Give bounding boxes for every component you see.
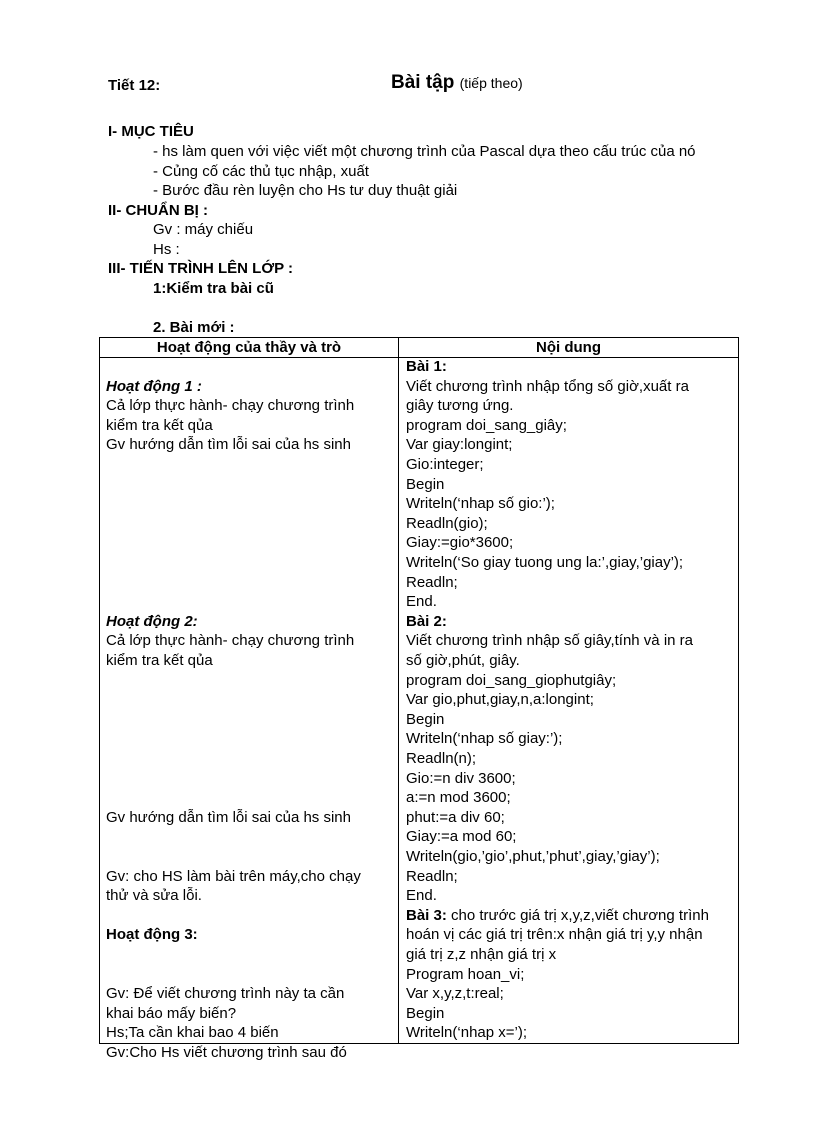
activity-line: Gv:Cho Hs viết chương trình sau đó [106, 1044, 347, 1061]
objectives-heading: I- MỤC TIÊU [108, 123, 194, 140]
activity-line: Cả lớp thực hành- chạy chương trình [106, 632, 355, 650]
content-line: Readln(n); [406, 750, 477, 767]
preparation-gv: Gv : máy chiếu [153, 221, 254, 238]
activity-line: kiểm tra kết qủa [106, 652, 213, 669]
preparation-hs: Hs : [153, 241, 180, 258]
content-line: phut:=a div 60; [406, 808, 505, 826]
title-subtitle: (tiếp theo) [459, 75, 523, 91]
content-line: Begin [406, 1004, 445, 1022]
content-line: giây tương ứng. [406, 397, 514, 415]
objective-item: - Củng cố các thủ tục nhập, xuất [153, 163, 369, 180]
exercise-description: cho trước giá trị x,y,z,viết chương trình [446, 906, 709, 924]
activity-line: Gv: Để viết chương trình này ta cần [106, 985, 345, 1003]
activity-line: Hoạt động 3: [106, 926, 198, 944]
content-line: Program hoan_vi; [406, 965, 525, 983]
content-line: Begin [406, 475, 445, 493]
content-line: Bài 2: [406, 612, 447, 630]
activity-line: Hoạt động 2: [106, 612, 198, 630]
process-step-1: 1:Kiểm tra bài cũ [153, 280, 274, 297]
content-line: giá trị z,z nhận giá trị x [406, 946, 557, 963]
process-step-2: 2. Bài mới : [153, 319, 235, 336]
content-line: Var giay:longint; [406, 436, 513, 454]
process-heading: III- TIẾN TRÌNH LÊN LỚP : [108, 260, 294, 277]
activity-line: thử và sửa lỗi. [106, 887, 202, 905]
activity-line: khai báo mấy biến? [106, 1004, 237, 1022]
content-line: Gio:=n div 3600; [406, 769, 516, 787]
content-line: Writeln(‘So giay tuong ung la:’,giay,’giay’); [406, 554, 684, 571]
objective-item: - hs làm quen với việc viết một chương trình của Pascal dựa theo cấu trúc của nó [153, 143, 696, 160]
content-line: program doi_sang_giây; [406, 416, 567, 434]
content-line: Gio:integer; [406, 456, 484, 473]
content-line: Var gio,phut,giay,n,a:longint; [406, 691, 594, 709]
content-line: a:=n mod 3600; [406, 789, 511, 807]
objective-item: - Bước đầu rèn luyện cho Hs tư duy thuật giải [153, 182, 458, 199]
content-line: Readln(gio); [406, 514, 488, 532]
activity-line: Gv hướng dẫn tìm lỗi sai của hs sinh [106, 808, 351, 826]
activity-line: Gv: cho HS làm bài trên máy,cho chạy [106, 867, 361, 885]
content-line: Viết chương trình nhập tổng số giờ,xuất ra [406, 377, 689, 395]
content-line: Readln; [406, 573, 458, 591]
content-line: Bài 1: [406, 358, 447, 375]
lesson-number: Tiết 12: [108, 77, 161, 94]
activity-line: Hoạt động 1 : [106, 377, 202, 395]
content-line: Giay:=gio*3600; [406, 534, 514, 552]
content-line: Writeln(‘nhap x=’); [406, 1024, 528, 1042]
content-line: End. [406, 887, 437, 905]
content-line: số giờ,phút, giây. [406, 652, 520, 669]
content-line: Giay:=a mod 60; [406, 828, 517, 846]
content-line: Viết chương trình nhập số giây,tính và in ra [406, 632, 693, 650]
content-line: Writeln(‘nhap số gio:’); [406, 495, 555, 513]
title-text: Bài tập [391, 72, 455, 93]
activity-line: Gv hướng dẫn tìm lỗi sai của hs sinh [106, 436, 351, 454]
page-title [391, 72, 523, 94]
table-header-left: Hoạt động của thầy và trò [100, 338, 399, 358]
content-line: Writeln(‘nhap số giay:’); [406, 730, 563, 748]
content-line [406, 906, 709, 926]
content-line: Var x,y,z,t:real; [406, 985, 504, 1003]
activity-line: kiểm tra kết qủa [106, 416, 213, 434]
activity-line: Hs;Ta cần khai bao 4 biến [106, 1024, 279, 1042]
content-line: Writeln(gio,’gio’,phut,’phut’,giay,’giay’); [406, 848, 660, 865]
exercise-label: Bài 3: [406, 906, 447, 924]
content-line: End. [406, 593, 437, 611]
content-line: Begin [406, 710, 445, 728]
content-line: Readln; [406, 867, 458, 885]
content-line: hoán vị các giá trị trên:x nhận giá trị y,y nhận [406, 926, 703, 944]
activity-line: Cả lớp thực hành- chạy chương trình [106, 397, 355, 415]
content-line: program doi_sang_giophutgiây; [406, 671, 617, 689]
table-header-right: Nội dung [399, 338, 739, 358]
preparation-heading: II- CHUẨN BỊ : [108, 202, 208, 219]
